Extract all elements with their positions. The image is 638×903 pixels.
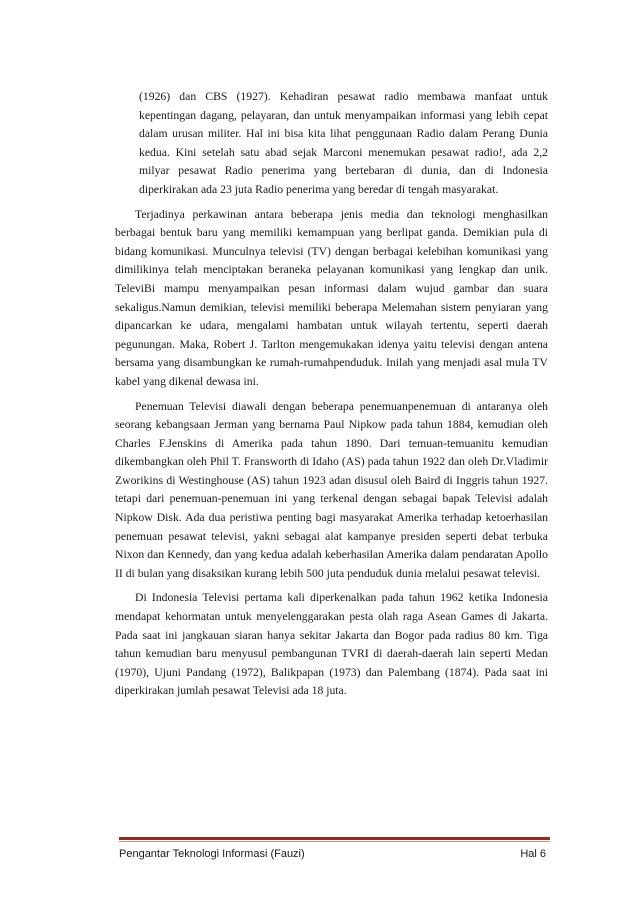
footer-divider — [119, 837, 550, 840]
paragraph-media-convergence: Terjadinya perkawinan antara beberapa jenis media dan teknologi menghasilkan berbagai bentuk baru yang memiliki kemampuan yang berlipat ganda. Demikian pula di bidang komunikasi. Munculnya televisi (TV) dengan berbagai kelebihan komunikasi yang dimilikinya telah menciptakan beraneka pelayanan komunikasi yang lengkap dan unik. TeleviBi mampu menyampaikan pesan informasi dalam wujud gambar dan suara sekaligus.Namun demikian, televisi memiliki beberapa Melemahan sistem penyiaran yang dipancarkan ke udara, mengalami hambatan untuk wilayah tertentu, seperti daerah pegunungan. Maka, Robert J. Tarlton mengemukakan idenya yaitu televisi dengan antena bersama yang disambungkan ke rumah-rumahpenduduk. Inilah yang menjadi asal mula TV kabel yang dikenal dewasa ini. — [115, 207, 548, 388]
footer-title: Pengantar Teknologi Informasi (Fauzi) — [119, 848, 305, 860]
paragraph-television-invention: Penemuan Televisi diawali dengan beberapa penemuanpenemuan di antaranya oleh seorang kebangsaan Jerman yang bernama Paul Nipkow pada tahun 1884, kemudian oleh Charles F.Jenskins di Amerika pada tahun 1890. Dari temuan-temuanitu kemudian dikembangkan oleh Phil T. Fransworth di Idaho (AS) pada tahun 1922 dan oleh Dr.Vladimir Zworikins di Westinghouse (AS) tahun 1923 adan disusul oleh Baird di Inggris tahun 1927. tetapi dari penemuan-penemuan ini yang terkenal dengan sebagai bapak Televisi adalah Nipkow Disk. Ada dua peristiwa penting bagi masyarakat Amerika terhadap ketoerhasilan penemuan pesawat televisi, yakni sebagai alat kampanye presiden seperti debat terbuka Nixon dan Kennedy, dan yang kedua adalah keberhasilan Amerika dalam pendaratan Apollo II di bulan yang disaksikan kurang lebih 500 juta penduduk dunia melalui pesawat televisi. — [115, 399, 548, 580]
paragraph-television-indonesia: Di Indonesia Televisi pertama kali diperkenalkan pada tahun 1962 ketika Indonesia mendapat kehormatan untuk menyelenggarakan pesta olah raga Asean Games di Jakarta. Pada saat ini jangkauan siaran hanya sekitar Jakarta dan Bogor pada radius 80 km. Tiga tahun kemudian baru menyusul pembangunan TVRI di daerah-daerah lain seperti Medan (1970), Ujuni Pandang (1972), Balikpapan (1973) dan Palembang (1874). Pada saat ini diperkirakan jumlah pesawat Televisi ada 18 juta. — [115, 591, 548, 698]
footer-divider-thin — [119, 841, 550, 842]
paragraph-radio-history: (1926) dan CBS (1927). Kehadiran pesawat radio membawa manfaat untuk kepentingan dagang, pelayaran, dan untuk menyampaikan informasi yang lebih cepat dalam urusan militer. Hal ini bisa kita lihat penggunaan Radio dalam Perang Dunia kedua. Kini setelah satu abad sejak Marconi menemukan pesawat radio!, ada 2,2 milyar pesawat Radio penerima yang bertebaran di dunia, dan di Indonesia diperkirakan ada 23 juta Radio penerima yang beredar di tengah masyarakat. — [139, 90, 548, 196]
body-text — [115, 88, 548, 701]
page-number: Hal 6 — [520, 848, 546, 860]
